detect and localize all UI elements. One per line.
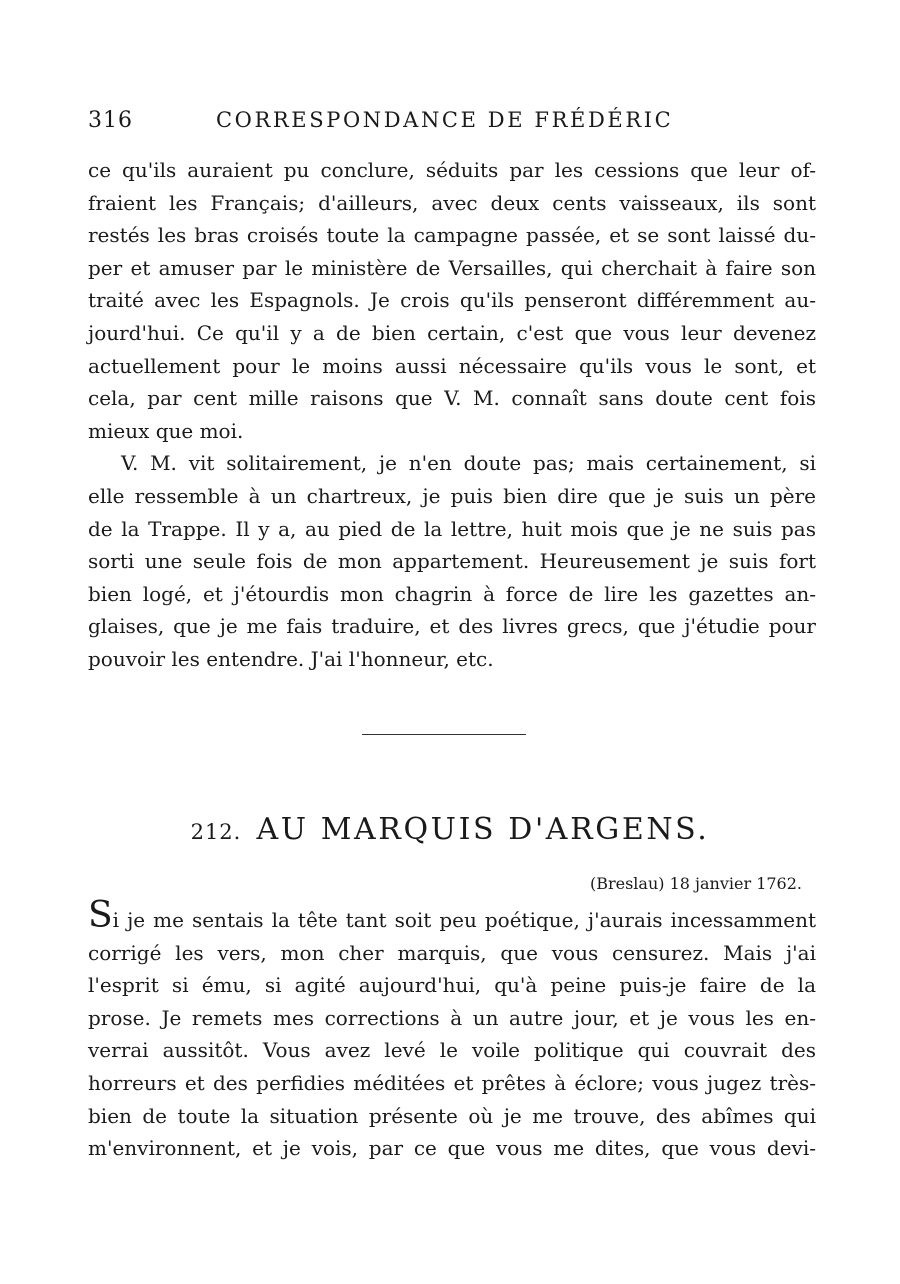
drop-cap: S [88, 895, 113, 936]
text-line: verrai aussitôt. Vous avez levé le voile politique qui couvrait des [88, 1038, 816, 1063]
text-line: de la Trappe. Il y a, au pied de la lettre, huit mois que je ne suis pas [88, 516, 816, 541]
running-head [88, 108, 818, 138]
text-line: m'environnent, et je vois, par ce que vous me dites, que vous devi- [88, 1136, 816, 1161]
letter-dateline: (Breslau) 18 janvier 1762. [589, 874, 802, 893]
text-line: actuellement pour le moins aussi nécessaire qu'ils vous le sont, et [88, 353, 816, 378]
text-line: glaises, que je me fais traduire, et des livres grecs, que j'étudie pour [88, 614, 816, 639]
text-line: bien logé, et j'étourdis mon chagrin à force de lire les gazettes an- [88, 581, 816, 606]
first-line-text: i je me sentais la tête tant soit peu poétique, j'aurais incessamment [112, 908, 816, 932]
page-number: 316 [88, 108, 133, 133]
running-title: CORRESPONDANCE DE FRÉDÉRIC [216, 108, 674, 132]
text-line: sorti une seule fois de mon appartement. Heureusement je suis fort [88, 549, 816, 574]
letter-heading [0, 812, 900, 847]
text-line: traité avec les Espagnols. Je crois qu'ils penseront différemment au- [88, 288, 816, 313]
text-line: fraient les Français; d'ailleurs, avec deux cents vaisseaux, ils sont [88, 190, 816, 215]
letter-number: 212. [190, 820, 242, 844]
text-line: per et amuser par le ministère de Versailles, qui cherchait à faire son [88, 255, 816, 280]
text-line: jourd'hui. Ce qu'il y a de bien certain, c'est que vous leur devenez [88, 320, 816, 345]
section-divider [362, 734, 526, 735]
letter-body [88, 895, 816, 1165]
text-line: corrigé les vers, mon cher marquis, que vous censurez. Mais j'ai [88, 940, 816, 965]
text-line: prose. Je remets mes corrections à un autre jour, et je vous les en- [88, 1005, 816, 1030]
text-line: ce qu'ils auraient pu conclure, séduits par les cessions que leur of- [88, 158, 816, 182]
text-line: l'esprit si ému, si agité aujourd'hui, qu'à peine puis-je faire de la [88, 973, 816, 998]
letter-first-line [88, 895, 816, 937]
continuation-text [88, 154, 816, 676]
text-line: cela, par cent mille raisons que V. M. connaît sans doute cent fois [88, 386, 816, 411]
text-line: restés les bras croisés toute la campagne passée, et se sont laissé du- [88, 223, 816, 248]
text-line: mieux que moi. [88, 418, 244, 443]
text-line: bien de toute la situation présente où je me trouve, des abîmes qui [88, 1103, 816, 1128]
text-line: horreurs et des perfidies méditées et prêtes à éclore; vous jugez très- [88, 1070, 816, 1095]
text-line: elle ressemble à un chartreux, je puis bien dire que je suis un père [88, 483, 816, 508]
letter-title: AU MARQUIS D'ARGENS. [256, 812, 710, 847]
text-line: pouvoir les entendre. J'ai l'honneur, etc. [88, 646, 494, 671]
paragraph-first-line: V. M. vit solitairement, je n'en doute pas; mais certainement, si [121, 451, 816, 476]
